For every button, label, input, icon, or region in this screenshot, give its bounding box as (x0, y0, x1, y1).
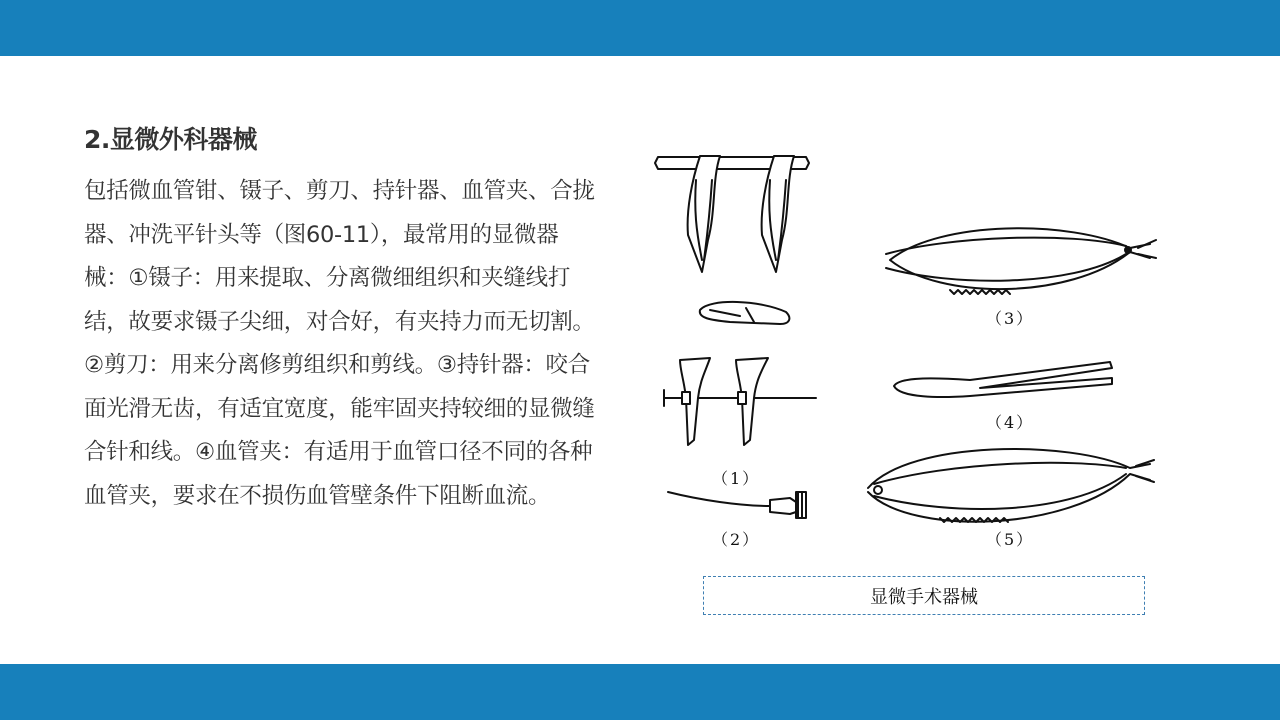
header-bar (0, 0, 1280, 56)
figure-label-3: （3） (986, 309, 1035, 328)
instrument-drawing (650, 140, 1170, 560)
needle-holder-drawing (868, 449, 1154, 522)
clamp-applicator-drawing (655, 156, 809, 324)
irrigation-needle-drawing (668, 492, 806, 518)
instrument-illustration (650, 140, 1170, 560)
figure-caption (703, 576, 1145, 615)
footer-bar (0, 664, 1280, 720)
microforceps-drawing (894, 362, 1112, 397)
approximator-drawing (664, 358, 816, 445)
microscissors-drawing (886, 228, 1156, 294)
slide-title: 2.显微外科器械 (84, 125, 257, 154)
figure-label-1: （1） (712, 469, 761, 488)
figure-label-2: （2） (712, 530, 761, 549)
body-paragraph: 包括微血管钳、镊子、剪刀、持针器、血管夹、合拢器、冲洗平针头等（图60-11），最常用的显微器械：①镊子：用来提取、分离微细组织和夹缝线打结，故要求镊子尖细，对合好，有夹持力而无切割。②剪刀：用来分离修剪组织和剪线。③持针器：咬合面光滑无齿，有适宜宽度，能牢固夹持较细的显微缝合针和线。④血管夹：有适用于血管口径不同的各种血管夹，要求在不损伤血管壁条件下阻断血流。 (84, 178, 595, 509)
figure-caption-text: 显微手术器械 (870, 586, 978, 608)
figure-label-5: （5） (986, 530, 1035, 549)
figure-label-4: （4） (986, 413, 1035, 432)
